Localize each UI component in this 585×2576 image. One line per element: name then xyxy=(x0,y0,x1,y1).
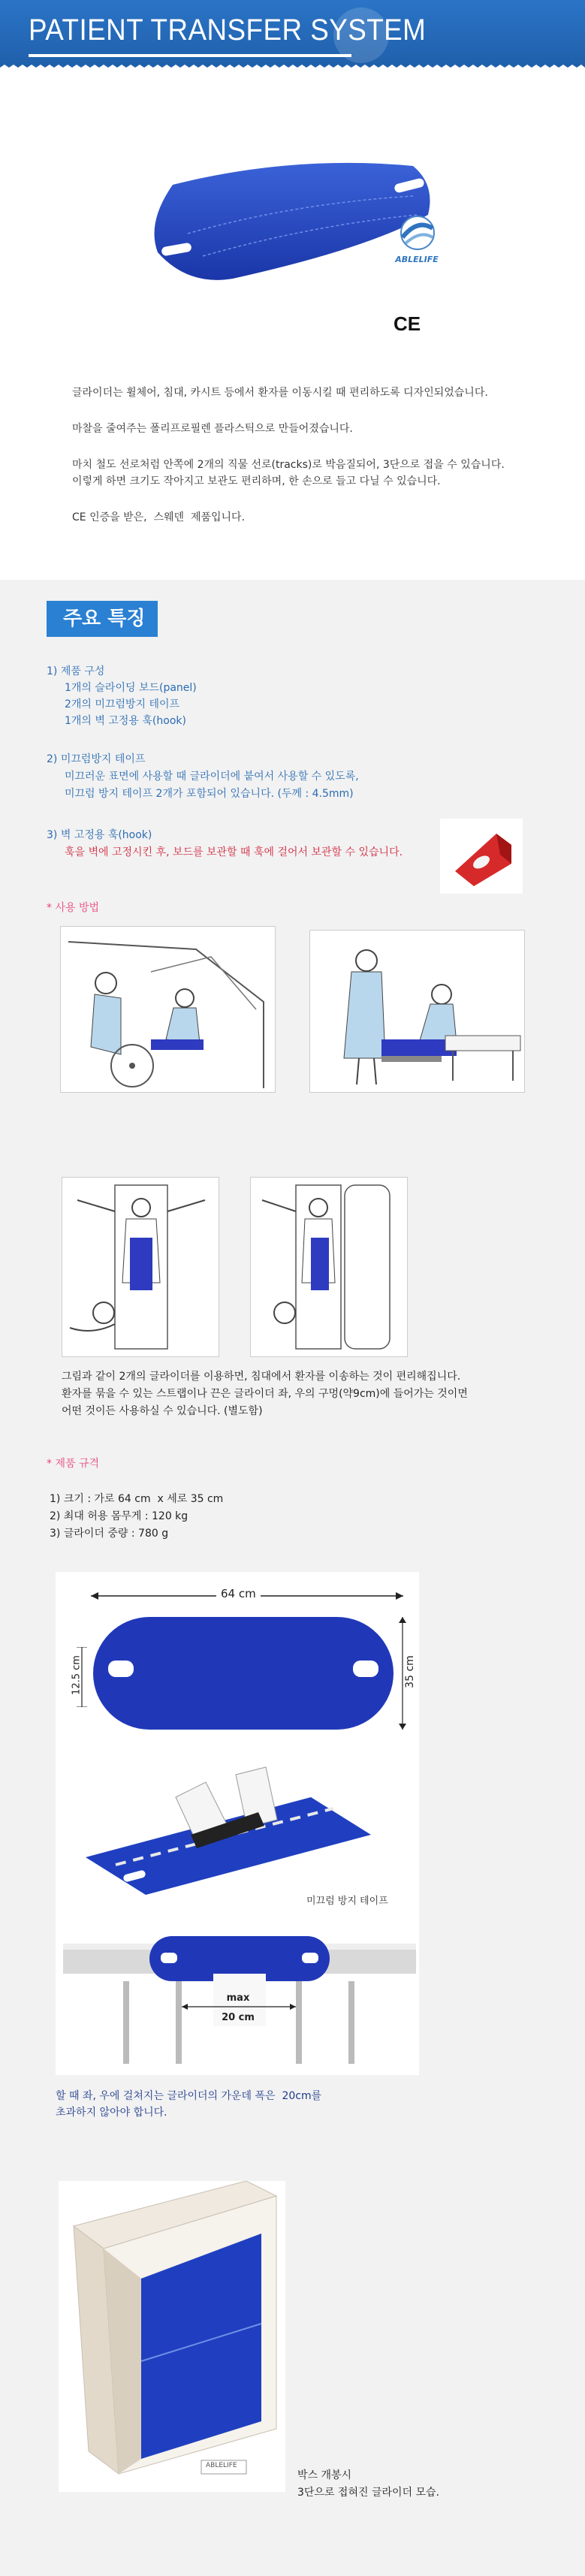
topview-bed-transfer-illustration xyxy=(251,1178,407,1356)
feature-2-line: 미끄러운 표면에 사용할 때 글라이더에 붙여서 사용할 수 있도록, xyxy=(65,771,359,783)
feature-1-item: 1개의 벽 고정용 훅(hook) xyxy=(65,715,186,727)
car-transfer-illustration xyxy=(61,927,275,1092)
intro-line-3: 마치 철도 선로처럼 안쪽에 2개의 직물 선로(tracks)로 박음질되어, 3단으로 접을 수 있습니다. xyxy=(72,459,505,471)
usage-desc-line: 환자를 묶을 수 있는 스트랩이나 끈은 글라이더 좌, 우의 구멍(약9cm)에 들어가는 것이면 xyxy=(62,1388,468,1400)
spec-item: 2) 최대 허용 몸무게 : 120 kg xyxy=(50,1510,188,1522)
box-caption-line: 박스 개봉시 xyxy=(297,2469,352,2481)
ablelife-logo-text: ABLELIFE xyxy=(395,255,439,264)
usage-title: * 사용 방법 xyxy=(47,902,99,914)
usage-illustration-bed xyxy=(309,930,525,1093)
open-box-illustration xyxy=(59,2181,285,2492)
spec-drawing-panel xyxy=(56,1572,419,2075)
usage-illustration-topview-2 xyxy=(250,1177,408,1357)
feature-2-line: 미끄럼 방지 테이프 2개가 포함되어 있습니다. (두께 : 4.5mm) xyxy=(65,788,354,800)
feature-3-title: 3) 벽 고정용 훅(hook) xyxy=(47,829,152,841)
max-value-label: 20 cm xyxy=(222,2012,255,2023)
feature-1-item: 2개의 미끄럼방지 테이프 xyxy=(65,698,180,710)
handle-dimension-label: 12.5 cm xyxy=(71,1655,83,1695)
max-label: max xyxy=(226,1992,250,2004)
intro-line-2: 마찰을 줄여주는 폴리프로필렌 플라스틱으로 만들어졌습니다. xyxy=(72,423,353,435)
gap-note-line: 할 때 좌, 우에 걸쳐지는 글라이더의 가운데 폭은 20cm를 xyxy=(56,2090,322,2102)
box-label: ABLELIFE xyxy=(206,2462,237,2469)
intro-line-4: 이렇게 하면 크기도 작아지고 보관도 편리하며, 한 손으로 들고 다닐 수 있습니다. xyxy=(72,475,441,487)
page-title: PATIENT TRANSFER SYSTEM xyxy=(29,14,427,47)
tape-application-photo xyxy=(86,1752,371,1895)
intro-line-1: 글라이더는 휠체어, 침대, 카시트 등에서 환자를 이동시킬 때 편리하도록 디자인되었습니다. xyxy=(72,387,488,399)
page-header xyxy=(0,0,585,72)
spec-item: 3) 글라이더 중량 : 780 g xyxy=(50,1528,169,1540)
feature-2-title: 2) 미끄럼방지 테이프 xyxy=(47,753,146,765)
specs-title: * 제품 규격 xyxy=(47,1458,99,1470)
features-title: 주요 특징 xyxy=(47,601,158,637)
zigzag-border xyxy=(0,65,585,72)
gap-note-line: 초과하지 않아야 합니다. xyxy=(56,2107,167,2119)
width-dimension-label: 64 cm xyxy=(216,1587,261,1600)
usage-desc-line: 어떤 것이든 사용하실 수 있습니다. (별도함) xyxy=(62,1405,263,1417)
feature-1-title: 1) 제품 구성 xyxy=(47,665,105,677)
hook-image xyxy=(440,819,523,894)
ce-mark: CE xyxy=(394,312,421,335)
usage-illustration-topview-1 xyxy=(62,1177,219,1357)
tape-caption: 미끄럼 방지 테이프 xyxy=(306,1896,388,1907)
usage-desc-line: 그림과 같이 2개의 글라이더를 이용하면, 침대에서 환자를 이송하는 것이 편리해집니다. xyxy=(62,1371,461,1383)
glider-spec-board xyxy=(93,1617,394,1730)
intro-section xyxy=(0,72,585,580)
box-caption-line: 3단으로 접혀진 글라이더 모습. xyxy=(297,2487,439,2499)
hook-icon xyxy=(440,819,523,894)
topview-two-gliders-illustration xyxy=(62,1178,219,1356)
spec-item: 1) 크기 : 가로 64 cm x 세로 35 cm xyxy=(50,1493,224,1505)
bed-transfer-illustration xyxy=(310,931,524,1092)
usage-illustration-car xyxy=(60,926,276,1093)
box-photo xyxy=(59,2181,285,2492)
feature-1-item: 1개의 슬라이딩 보드(panel) xyxy=(65,682,197,694)
title-underline xyxy=(29,54,351,57)
height-dimension-label: 35 cm xyxy=(404,1651,416,1693)
intro-line-5: CE 인증을 받은, 스웨덴 제품입니다. xyxy=(72,511,246,523)
feature-3-line: 훅을 벽에 고정시킨 후, 보드를 보관할 때 훅에 걸어서 보관할 수 있습니다. xyxy=(65,846,403,858)
